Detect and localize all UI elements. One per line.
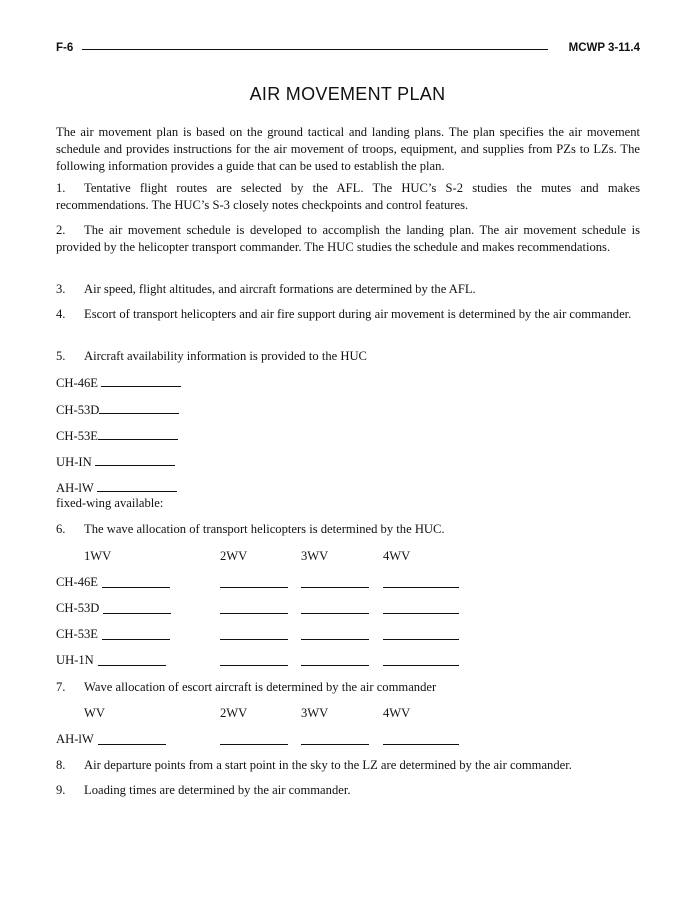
aircraft-label: CH-53D [56, 403, 100, 417]
item-9 [56, 782, 640, 799]
page-header [56, 42, 640, 58]
aircraft-label: CH-53D [56, 601, 100, 615]
item-number: 8. [56, 758, 66, 772]
blank-field [383, 613, 459, 614]
item-text: Air departure points from a start point in the sky to the LZ are determined by the air commander. [84, 758, 572, 772]
blank-field [220, 744, 288, 745]
blank-field [95, 453, 175, 466]
item-1 [56, 180, 640, 214]
blank-field [301, 665, 369, 666]
header-rule [82, 49, 548, 50]
publication-id: MCWP 3-11.4 [568, 42, 640, 54]
blank-field [98, 744, 166, 745]
item-number: 3. [56, 282, 66, 296]
wave-header: 4WV [383, 706, 411, 720]
wave-header: 4WV [383, 549, 411, 563]
item-text: Aircraft availability information is provided to the HUC [84, 349, 367, 363]
blank-field [301, 587, 369, 588]
item-8 [56, 757, 640, 774]
blank-field [102, 639, 170, 640]
blank-field [101, 374, 181, 387]
wave-row [56, 574, 640, 591]
blank-field [220, 665, 288, 666]
availability-line [56, 401, 179, 419]
blank-field [99, 401, 179, 414]
blank-field [383, 744, 459, 745]
wave-header: 3WV [301, 706, 329, 720]
item-text: Tentative flight routes are selected by the AFL. The HUC’s S-2 studies the mutes and makes recommendations. The HUC’s S-3 closely notes checkpoints and control features. [56, 181, 640, 212]
page-number: F-6 [56, 42, 74, 54]
availability-line [56, 374, 181, 392]
item-number: 5. [56, 349, 66, 363]
item-text: Air speed, flight altitudes, and aircraft formations are determined by the AFL. [84, 282, 476, 296]
availability-line [56, 453, 175, 471]
wave-header: 3WV [301, 549, 329, 563]
item-number: 2. [56, 223, 66, 237]
item-number: 6. [56, 522, 66, 536]
blank-field [383, 639, 459, 640]
aircraft-label: CH-53E [56, 627, 98, 641]
item-text: Wave allocation of escort aircraft is determined by the air commander [84, 680, 437, 694]
blank-field [383, 665, 459, 666]
wave-header: 1WV [84, 549, 112, 563]
item-text: Loading times are determined by the air commander. [84, 783, 351, 797]
wave-header: 2WV [220, 706, 248, 720]
item-number: 7. [56, 680, 66, 694]
item-3 [56, 281, 640, 298]
item-7 [56, 679, 640, 696]
wave-header: 2WV [220, 549, 248, 563]
blank-field [220, 639, 288, 640]
blank-field [301, 744, 369, 745]
wave-header: WV [84, 706, 105, 720]
aircraft-label: UH-1N [56, 653, 94, 667]
availability-line [56, 427, 178, 445]
blank-field [103, 613, 171, 614]
aircraft-label: CH-53E [56, 429, 98, 443]
blank-field [301, 639, 369, 640]
escort-row [56, 731, 640, 748]
wave-row [56, 652, 640, 669]
blank-field [98, 665, 166, 666]
aircraft-label: CH-46E [56, 376, 98, 390]
item-number: 1. [56, 181, 66, 195]
blank-field [102, 587, 170, 588]
blank-field [220, 613, 288, 614]
aircraft-label: CH-46E [56, 575, 98, 589]
blank-field [383, 587, 459, 588]
item-4 [56, 306, 640, 323]
aircraft-label: UH-IN [56, 455, 92, 469]
blank-field [220, 587, 288, 588]
item-2 [56, 222, 640, 256]
blank-field [98, 427, 178, 440]
wave-header-row [56, 548, 640, 565]
item-number: 4. [56, 307, 66, 321]
item-6 [56, 521, 640, 538]
intro-paragraph: The air movement plan is based on the ground tactical and landing plans. The plan specifies the air movement schedule and provides instructions for the air movement of troops, equipment, and supplies from PZs to LZs. The following information provides a guide that can be used to establish the plan. [56, 125, 640, 173]
blank-field [97, 479, 177, 492]
wave-row [56, 600, 640, 617]
item-number: 9. [56, 783, 66, 797]
fixed-wing-label: fixed-wing available: [56, 496, 164, 510]
item-5 [56, 348, 640, 365]
item-text: The air movement schedule is developed to accomplish the landing plan. The air movement schedule is provided by the helicopter transport commander. The HUC studies the schedule and makes recommendations. [56, 223, 640, 254]
page-title: AIR MOVEMENT PLAN [249, 84, 446, 104]
blank-field [301, 613, 369, 614]
aircraft-label: AH-lW [56, 481, 94, 495]
wave-row [56, 626, 640, 643]
item-text: The wave allocation of transport helicopters is determined by the HUC. [84, 522, 445, 536]
escort-header-row [56, 705, 640, 722]
aircraft-label: AH-lW [56, 732, 94, 746]
item-text: Escort of transport helicopters and air fire support during air movement is determined by the air commander. [84, 307, 632, 321]
